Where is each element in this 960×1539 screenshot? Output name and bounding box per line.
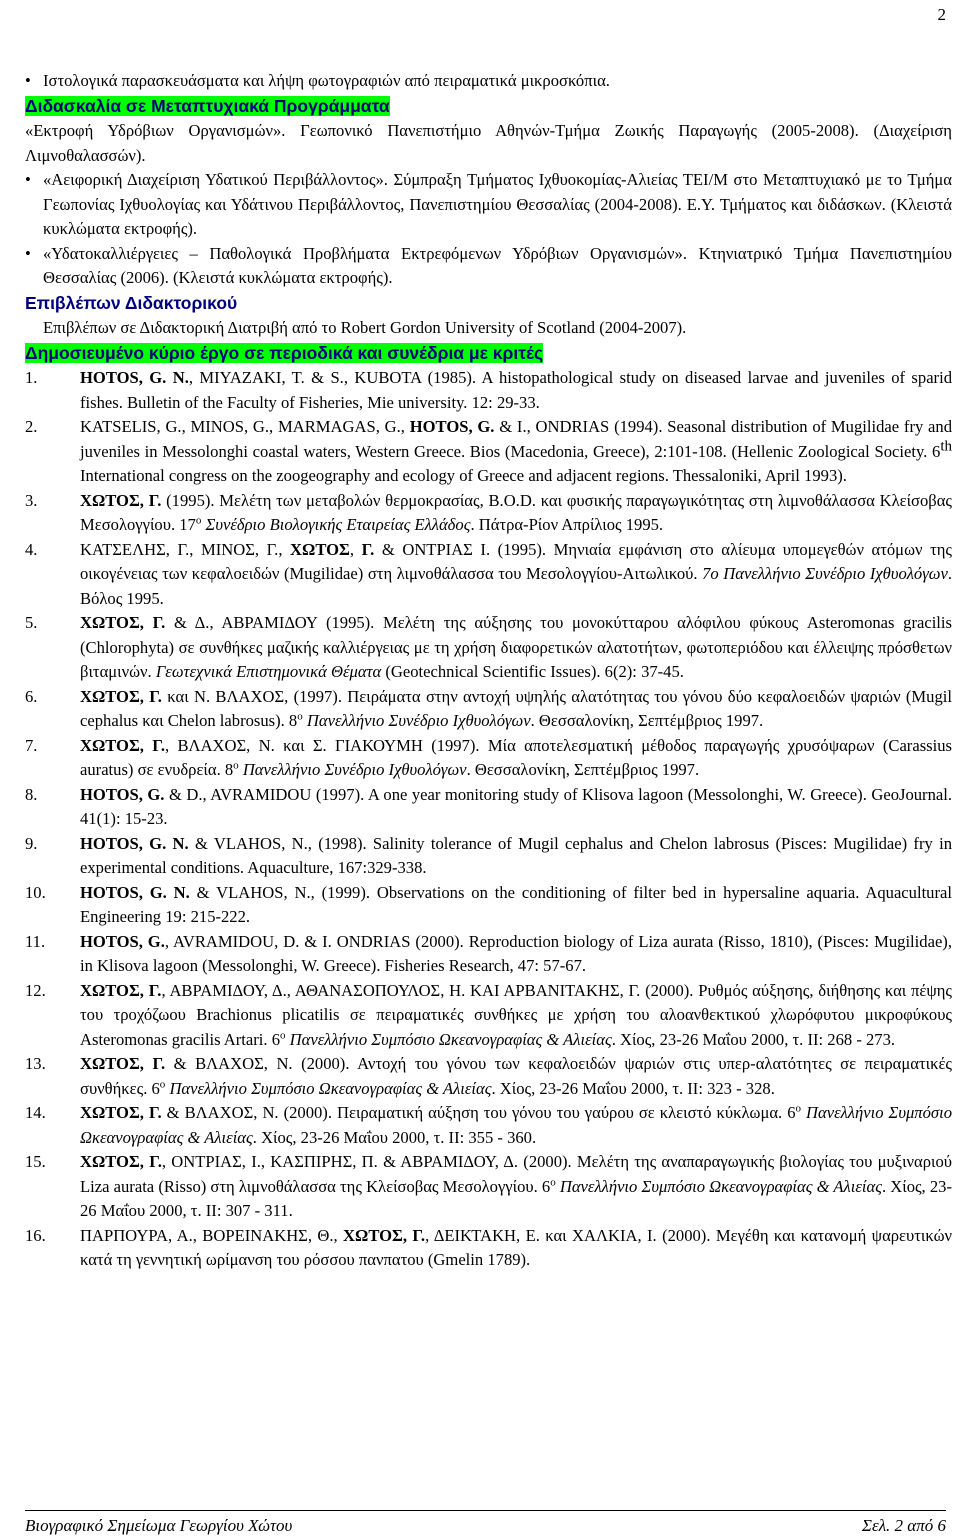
author-name: ΧΩΤΟΣ, Γ. bbox=[343, 1225, 426, 1245]
publication-item bbox=[25, 930, 952, 979]
author-name: HOTOS, G. bbox=[80, 784, 165, 804]
citation-text: . Χίος, 23-26 Μαΐου 2000, τ. ΙΙ: 355 - 360. bbox=[252, 1127, 537, 1147]
citation-text: International congress on the zoogeography and ecology of Greece and adjacent regions. Thessaloniki, April 1993). bbox=[80, 466, 847, 485]
author-name: ΧΩΤΟΣ, Γ. bbox=[80, 490, 162, 510]
bullet-item-histology bbox=[25, 69, 952, 94]
citation-text: (Geotechnical Scientific Issues). 6(2): 37-45. bbox=[381, 662, 684, 681]
citation-text: και Ν. ΒΛΑΧΟΣ, (1997). Πειράματα στην αντοχή υψηλής αλατότητας του γόνου δύο κεφαλοειδών ψαριών (Mugil cephalus και Chelon labrosus). 8 bbox=[80, 686, 952, 730]
publication-number: 9. bbox=[25, 833, 38, 853]
venue-title: Πανελλήνιο Συμπόσιο Ωκεανογραφίας & Αλιείας bbox=[555, 1176, 882, 1196]
author-name: ΧΩΤΟΣ, Γ. bbox=[80, 613, 166, 632]
publication-item bbox=[25, 979, 952, 1053]
publication-number: 8. bbox=[25, 784, 38, 804]
citation-text: . Χίος, 23-26 Μαΐου 2000, τ. ΙΙ: 307 - 311. bbox=[80, 1176, 952, 1220]
publication-item bbox=[25, 489, 952, 538]
citation-text: , AVRAMIDOU, D. & I. ONDRIAS (2000). Reproduction biology of Liza aurata (Risso, 1810), (Pisces: Mugilidae), in Klisova lagoon (Messolonghi, W. Greece). Fisheries Research, 47: 57-67. bbox=[80, 931, 952, 975]
citation-text: , ΒΛΑΧΟΣ, Ν. και Σ. ΓΙΑΚΟΥΜΗ (1997). Μία αποτελεσματική μέθοδος παραγωγής χρυσόψαρων (Carassius auratus) σε ενυδρεία. 8 bbox=[80, 735, 952, 779]
citation-text: . Θεσσαλονίκη, Σεπτέμβριος 1997. bbox=[530, 711, 764, 730]
venue-title: Πανελλήνιο Συμπόσιο Ωκεανογραφίας & Αλιείας bbox=[285, 1029, 612, 1049]
author-name: ΧΩΤΟΣ, Γ. bbox=[80, 686, 162, 706]
footer bbox=[25, 1510, 946, 1539]
bullet-icon: • bbox=[25, 170, 31, 189]
citation-text: ΠΑΡΠΟΥΡΑ, Α., ΒΟΡΕΙΝΑΚΗΣ, Θ., bbox=[80, 1225, 344, 1245]
citation-text: & VLAHOS, N., (1998). Salinity tolerance of Mugil cephalus and Chelon labrosus (Pisces: Mugilidae) fry in experimental conditions. Aquaculture, 167:329-338. bbox=[80, 833, 952, 877]
publication-number: 6. bbox=[25, 686, 38, 706]
heading-publications-text: Δημοσιευμένο κύριο έργο σε περιοδικά και συνέδρια με κριτές bbox=[25, 342, 544, 363]
author-name: ΧΩΤΟΣ, Γ. bbox=[80, 1054, 166, 1073]
author-name: ΧΩΤΟΣ, Γ. bbox=[80, 1103, 162, 1122]
citation-text: , MIYAZAKI, T. & S., KUBOTA (1985). A histopathological study on diseased larvae and juveniles of sparid fishes. Bulletin of the Faculty of Fisheries, Mie university. 12: 29-33. bbox=[80, 368, 952, 412]
citation-text: , bbox=[349, 539, 362, 559]
publication-item bbox=[25, 685, 952, 734]
author-name: ΧΩΤΟΣ, Γ. bbox=[80, 980, 162, 1000]
author-name: HOTOS, G. bbox=[80, 931, 165, 951]
citation-text: & Δ., ΑΒΡΑΜΙΔΟΥ (1995). Μελέτη της αύξησης του μονοκύτταρου αλόφιλου φύκους Asteromonas gracilis (Chlorophyta) σε συνθήκες μαζικής καλλιέργειας με τη χρήση διαφορετικών αλατοτήτων, φωτοπεριόδου και έλλειψης πρόσθετων βιταμινών. bbox=[80, 613, 952, 681]
heading-teaching-text: Διδασκαλία σε Μεταπτυχιακά Προγράμματα bbox=[25, 95, 390, 116]
citation-text: & ΒΛΑΧΟΣ, Ν. (2000). Αντοχή του γόνου των κεφαλοειδών ψαριών στις υπερ-αλατότητες σε πειραματικές συνθήκες. 6 bbox=[80, 1054, 952, 1098]
publication-number: 14. bbox=[25, 1103, 46, 1122]
superscript: ο bbox=[550, 1175, 556, 1188]
publication-number: 15. bbox=[25, 1152, 46, 1171]
publication-number: 2. bbox=[25, 417, 38, 436]
bullet-text: Ιστολογικά παρασκευάσματα και λήψη φωτογραφιών από πειραματικά μικροσκόπια. bbox=[43, 71, 610, 90]
heading-supervision bbox=[25, 291, 952, 317]
publication-number: 10. bbox=[25, 882, 46, 902]
citation-text: . Θεσσαλονίκη, Σεπτέμβριος 1997. bbox=[466, 760, 700, 779]
superscript: ο bbox=[280, 1028, 286, 1041]
author-name: ΧΩΤΟΣ, Γ. bbox=[80, 735, 165, 755]
page-number: 2 bbox=[937, 5, 946, 24]
venue-title: 7ο Πανελλήνιο Συνέδριο Ιχθυολόγων bbox=[702, 564, 948, 583]
publication-item bbox=[25, 366, 952, 415]
citation-text: . Πάτρα-Ρίον Απρίλιος 1995. bbox=[470, 515, 664, 534]
publication-number: 1. bbox=[25, 368, 38, 387]
bullet-item-aquaculture bbox=[25, 242, 952, 291]
publication-number: 16. bbox=[25, 1225, 46, 1245]
publication-item bbox=[25, 783, 952, 832]
superscript: ο bbox=[297, 710, 303, 723]
publication-item bbox=[25, 1224, 952, 1273]
superscript: th bbox=[940, 437, 952, 454]
citation-text: KATSELIS, G., MINOS, G., MARMAGAS, G., bbox=[80, 417, 410, 436]
bullet-icon: • bbox=[25, 71, 31, 90]
citation-text: , ΟΝΤΡΙΑΣ, Ι., ΚΑΣΠΙΡΗΣ, Π. & ΑΒΡΑΜΙΔΟΥ, Δ. (2000). Μελέτη της αναπαραγωγικής βιολογίας του μυξιναριού Liza aurata (Risso) στη λιμνοθάλασσα της Κλείσοβας Μεσολογγίου. 6 bbox=[80, 1152, 953, 1196]
bullet-icon: • bbox=[25, 243, 31, 263]
publication-item bbox=[25, 1150, 952, 1224]
publication-number: 3. bbox=[25, 490, 38, 510]
publication-item bbox=[25, 734, 952, 783]
publication-number: 13. bbox=[25, 1054, 46, 1073]
publication-number: 11. bbox=[25, 931, 46, 951]
superscript: ο bbox=[195, 514, 202, 527]
publication-item bbox=[25, 415, 952, 489]
venue-title: Συνέδριο Βιολογικής Εταιρείας Ελλάδος bbox=[201, 515, 471, 534]
publication-list bbox=[25, 366, 952, 1273]
citation-text: . Χίος, 23-26 Μαΐου 2000, τ. ΙΙ: 323 - 328. bbox=[491, 1078, 775, 1098]
heading-publications bbox=[25, 341, 952, 367]
author-name: HOTOS, G. N. bbox=[80, 882, 190, 902]
citation-text: , ΑΒΡΑΜΙΔΟΥ, Δ., ΑΘΑΝΑΣΟΠΟΥΛΟΣ, Η. ΚΑΙ ΑΡΒΑΝΙΤΑΚΗΣ, Γ. (2000). Ρυθμός αύξησης, διήθησης και πέψης του τροχόζωου Brachionus plicatilis σε πειραματικές συνθήκες με χρήση του αλοανθεκτικού χλωρόφυτου μικροφύκους Asteromonas gracilis Artari. 6 bbox=[80, 980, 952, 1049]
footer-page: Σελ. 2 από 6 bbox=[861, 1516, 946, 1535]
publication-item bbox=[25, 538, 952, 612]
footer-title: Βιογραφικό Σημείωμα Γεωργίου Χώτου bbox=[25, 1516, 293, 1535]
venue-title: Πανελλήνιο Συμπόσιο Ωκεανογραφίας & Αλιείας bbox=[165, 1078, 492, 1098]
author-name: ΧΩΤΟΣ, Γ. bbox=[80, 1152, 162, 1171]
bullet-item-sustainable bbox=[25, 168, 952, 242]
citation-text: & D., AVRAMIDOU (1997). A one year monitoring study of Klisova lagoon (Messolonghi, W. Greece). GeoJournal. 41(1): 15-23. bbox=[80, 784, 952, 828]
author-name: HOTOS, G. N. bbox=[80, 368, 189, 387]
venue-title: Γεωτεχνικά Επιστημονικά Θέματα bbox=[155, 662, 382, 681]
citation-text: & ΒΛΑΧΟΣ, Ν. (2000). Πειραματική αύξηση του γόνου του γαύρου σε κλειστό κύκλωμα. 6 bbox=[161, 1103, 796, 1122]
superscript: ο bbox=[233, 759, 239, 772]
publication-number: 4. bbox=[25, 539, 38, 559]
supervision-text: Επιβλέπων σε Διδακτορική Διατριβή από το Robert Gordon University of Scotland (2004-2007). bbox=[43, 318, 687, 337]
citation-text: & I., ONDRIAS (1994). Seasonal distribution of Mugilidae fry and juveniles in Messolonghi coastal waters, Western Greece. Bios (Macedonia, Greece), 2:101-108. (Hellenic Zoological Society. 6 bbox=[80, 417, 953, 461]
publication-number: 7. bbox=[25, 735, 38, 755]
bullet-text: «Αειφορική Διαχείριση Υδατικού Περιβάλλοντος». Σύμπραξη Τμήματος Ιχθυοκομίας-Αλιείας ΤΕΙ/Μ στο Μεταπτυχιακό με το Τμήμα Γεωπονίας Ιχθυολογίας και Υδάτινου Περιβάλλοντος, Πανεπιστημίου Θεσσαλίας (2004-2008). Ε.Υ. Τμήματος και διδάσκων. (Κλειστά κυκλώματα εκτροφής). bbox=[43, 170, 952, 238]
venue-title: Πανελλήνιο Συμπόσιο Ωκεανογραφίας & Αλιείας bbox=[80, 1103, 953, 1147]
document-body bbox=[25, 69, 952, 1273]
citation-text: & ΟΝΤΡΙΑΣ Ι. (1995). Μηνιαία εμφάνιση στο αλίευμα υπομεγεθών ατόμων της οικογένειας των κεφαλοειδών (Mugilidae) στη λιμνοθάλασσα του Μεσολογγίου-Αιτωλικού. bbox=[80, 539, 952, 583]
citation-text: & VLAHOS, N., (1999). Observations on the conditioning of filter bed in hypersaline aquaria. Aquacultural Engineering 19: 215-222. bbox=[80, 882, 952, 926]
venue-title: Πανελλήνιο Συνέδριο Ιχθυολόγων bbox=[302, 711, 531, 730]
citation-text: . Βόλος 1995. bbox=[80, 564, 952, 608]
publication-item bbox=[25, 832, 952, 881]
superscript: ο bbox=[159, 1077, 166, 1090]
citation-text: ΚΑΤΣΕΛΗΣ, Γ., ΜΙΝΟΣ, Γ., bbox=[80, 539, 291, 559]
citation-text: . Χίος, 23-26 Μαΐου 2000, τ. ΙΙ: 268 - 273. bbox=[611, 1029, 896, 1049]
author-name: Γ. bbox=[361, 539, 375, 559]
publication-number: 12. bbox=[25, 980, 46, 1000]
publication-item bbox=[25, 1052, 952, 1101]
citation-text: , ΔΕΙΚΤΑΚΗ, Ε. και ΧΑΛΚΙΑ, Ι. (2000). Μεγέθη και κατανομή ψαρευτικών κατά τη γεννητική ωρίμανση του ρόσσου πανπατου (Gmelin 1789). bbox=[80, 1225, 953, 1269]
teaching-intro: «Εκτροφή Υδρόβιων Οργανισμών». Γεωπονικό Πανεπιστήμιο Αθηνών-Τμήμα Ζωικής Παραγωγής (2005-2008). (Διαχείριση Λιμνοθαλασσών). bbox=[25, 121, 952, 165]
publication-item bbox=[25, 611, 952, 685]
publication-number: 5. bbox=[25, 613, 38, 632]
heading-teaching bbox=[25, 94, 952, 120]
author-name: HOTOS, G. N. bbox=[80, 833, 189, 853]
citation-text: (1995). Μελέτη των μεταβολών θερμοκρασίας, B.O.D. και φυσικής παραγωγικότητας στη λιμνοθάλασσα Κλείσοβας Μεσολογγίου. 17 bbox=[80, 490, 953, 534]
bullet-text: «Υδατοκαλλιέργειες – Παθολογικά Προβλήματα Εκτρεφόμενων Υδρόβιων Οργανισμών». Κτηνιατρικό Τμήμα Πανεπιστημίου Θεσσαλίας (2006). (Κλειστά κυκλώματα εκτροφής). bbox=[43, 243, 952, 287]
author-name: HOTOS, G. bbox=[409, 417, 495, 436]
author-name: ΧΩΤΟΣ bbox=[290, 539, 350, 559]
heading-supervision-text: Επιβλέπων Διδακτορικού bbox=[25, 292, 238, 313]
publication-item bbox=[25, 1101, 952, 1150]
venue-title: Πανελλήνιο Συνέδριο Ιχθυολόγων bbox=[238, 760, 467, 779]
publication-item bbox=[25, 881, 952, 930]
superscript: ο bbox=[795, 1102, 801, 1115]
